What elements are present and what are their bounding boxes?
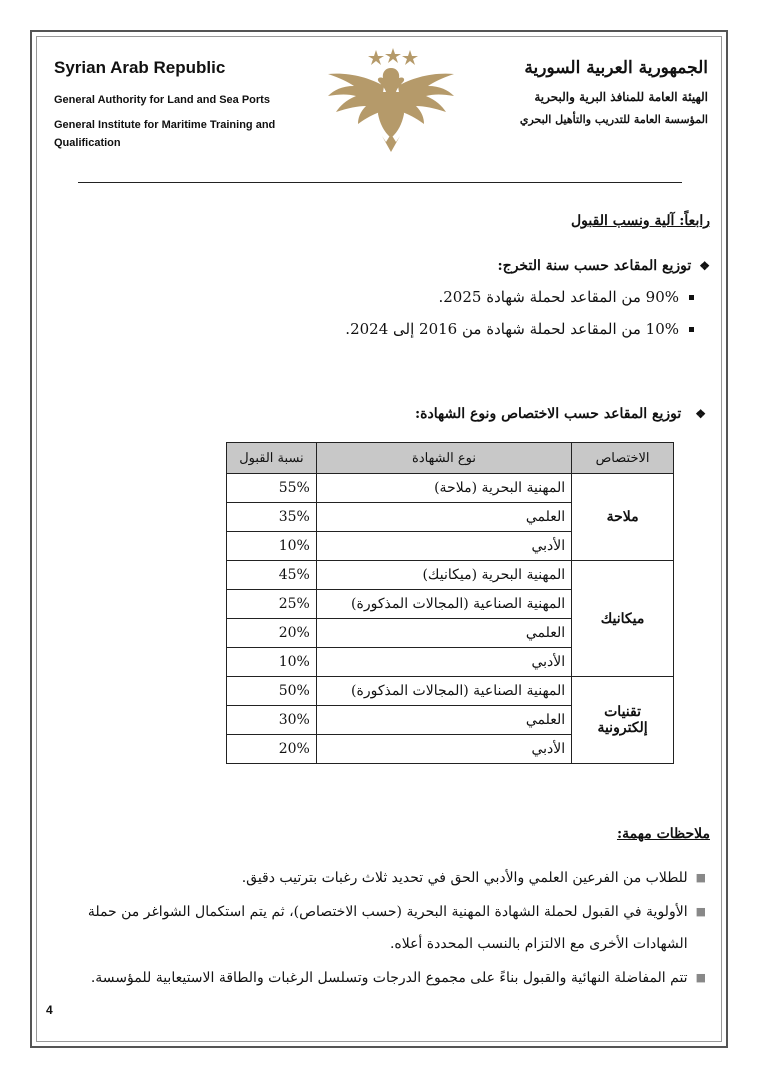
- table-row: [227, 677, 674, 706]
- rate-cell: 25%: [227, 590, 317, 619]
- header-ar-authority: الهيئة العامة للمنافذ البرية والبحرية: [534, 90, 708, 104]
- grad-item-text: 90% من المقاعد لحملة شهادة 2025.: [438, 288, 679, 306]
- header-en-title: Syrian Arab Republic: [54, 58, 226, 77]
- table-row: [227, 474, 674, 503]
- eagle-emblem-icon: [322, 42, 460, 154]
- table-header-row: [227, 443, 674, 474]
- certificate-cell: العلمي: [316, 503, 571, 532]
- header-certificate: نوع الشهادة: [316, 443, 571, 474]
- header-divider: [78, 182, 682, 183]
- note-text: تتم المفاضلة النهائية والقبول بناءً على مجموع الدرجات وتسلسل الرغبات والطاقة الاستيعابية للمؤسسة.: [90, 970, 688, 986]
- section-title: رابعاً: آلية ونسب القبول: [570, 213, 710, 229]
- grad-heading: [498, 258, 711, 274]
- grad-heading-text: توزيع المقاعد حسب سنة التخرج:: [497, 258, 692, 274]
- header-en-institute: General Institute for Maritime Training and Qualification: [54, 119, 276, 149]
- certificate-cell: الأدبي: [316, 735, 571, 764]
- certificate-cell: الأدبي: [316, 648, 571, 677]
- certificate-cell: المهنية الصناعية (المجالات المذكورة): [316, 590, 571, 619]
- spec-heading: [415, 406, 706, 422]
- rate-cell: 10%: [227, 532, 317, 561]
- specialty-cell: ميكانيك: [572, 561, 674, 677]
- certificate-cell: المهنية الصناعية (المجالات المذكورة): [316, 677, 571, 706]
- certificate-cell: العلمي: [316, 619, 571, 648]
- diamond-bullet-icon: ❖: [695, 407, 706, 421]
- rate-cell: 10%: [227, 648, 317, 677]
- rate-cell: 50%: [227, 677, 317, 706]
- distribution-table: [226, 442, 674, 764]
- square-bullet-icon: ■: [695, 971, 706, 984]
- notes-title: ملاحظات مهمة:: [616, 826, 710, 842]
- rate-cell: 55%: [227, 474, 317, 503]
- grad-item: [438, 288, 694, 306]
- square-bullet-icon: [689, 327, 694, 332]
- note-text: للطلاب من الفرعين العلمي والأدبي الحق في تحديد ثلاث رغبات بترتيب دقيق.: [241, 870, 688, 886]
- certificate-cell: المهنية البحرية (ملاحة): [316, 474, 571, 503]
- specialty-cell: ملاحة: [572, 474, 674, 561]
- header-specialty: الاختصاص: [572, 443, 674, 474]
- specialty-cell: تقنيات إلكترونية: [572, 677, 674, 764]
- header-ar-title: الجمهورية العربية السورية: [524, 58, 708, 78]
- note-item: [66, 896, 706, 960]
- grad-item: [345, 320, 694, 338]
- header-english: [54, 58, 304, 152]
- note-text: الأولوية في القبول لحملة الشهادة المهنية البحرية (حسب الاختصاص)، ثم يتم استكمال الشواغر من حملة الشهادات الأخرى مع الالتزام بالنسب المحددة أعلاه.: [87, 904, 688, 952]
- note-item: [66, 962, 706, 994]
- certificate-cell: المهنية البحرية (ميكانيك): [316, 561, 571, 590]
- rate-cell: 45%: [227, 561, 317, 590]
- square-bullet-icon: [689, 295, 694, 300]
- certificate-cell: العلمي: [316, 706, 571, 735]
- rate-cell: 20%: [227, 619, 317, 648]
- grad-item-text: 10% من المقاعد لحملة شهادة من 2016 إلى 2024.: [345, 320, 679, 338]
- square-bullet-icon: ■: [695, 871, 706, 884]
- rate-cell: 20%: [227, 735, 317, 764]
- rate-cell: 30%: [227, 706, 317, 735]
- header-ar-institute: المؤسسة العامة للتدريب والتأهيل البحري: [519, 113, 708, 126]
- header-en-authority: General Authority for Land and Sea Ports: [54, 94, 270, 106]
- diamond-bullet-icon: ❖: [699, 259, 710, 273]
- header-rate: نسبة القبول: [227, 443, 317, 474]
- rate-cell: 35%: [227, 503, 317, 532]
- certificate-cell: الأدبي: [316, 532, 571, 561]
- spec-heading-text: توزيع المقاعد حسب الاختصاص ونوع الشهادة:: [415, 406, 682, 422]
- square-bullet-icon: ■: [695, 905, 706, 918]
- note-item: [66, 862, 706, 894]
- table-row: [227, 561, 674, 590]
- page-number: 4: [46, 1003, 53, 1017]
- header-arabic: [520, 58, 708, 126]
